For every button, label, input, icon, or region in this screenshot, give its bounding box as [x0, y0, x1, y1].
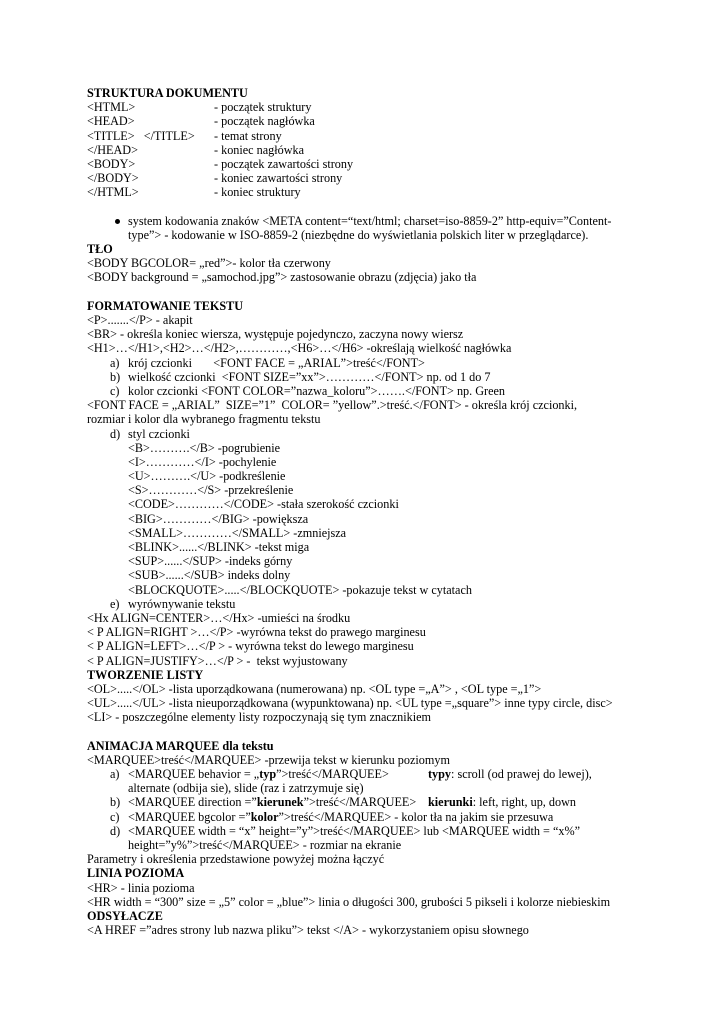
struktura-row: <HTML> - początek struktury [87, 100, 312, 115]
text-line: <LI> - poszczególne elementy listy rozpoczynają się tym znacznikiem [87, 710, 432, 725]
text-line: <HR> - linia pozioma [87, 880, 195, 895]
text-line: <BODY BGCOLOR= „red”>- kolor tła czerwony [87, 256, 331, 271]
struktura-row: <TITLE> </TITLE> - temat strony [87, 128, 282, 143]
struktura-row: <HEAD> - początek nagłówka [87, 114, 315, 129]
list-item-a: a) krój czcionki <FONT FACE = „ARIAL”>treść</FONT> [110, 355, 425, 370]
text-line: Parametry i określenia przedstawione powyżej można łączyć [87, 852, 385, 867]
document-page [87, 86, 647, 937]
text-line: rozmiar i kolor dla wybranego fragmentu tekstu [87, 412, 321, 427]
list-item-c: c) <MARQUEE bgcolor =”kolor”>treść</MARQUEE> - kolor tła na jakim sie przesuwa [110, 809, 554, 824]
style-item: <CODE>…………</CODE> -stała szerokość czcionki [128, 497, 399, 512]
struktura-row: <BODY> - początek zawartości strony [87, 156, 354, 171]
style-item: <S>…………</S> -przekreślenie [128, 483, 294, 498]
style-item: <SUP>......</SUP> -indeks górny [128, 554, 293, 569]
style-item: <SUB>......</SUB> indeks dolny [128, 568, 291, 583]
style-item: <BLINK>......</BLINK> -tekst miga [128, 540, 310, 554]
style-item: <B>……….</B> -pogrubienie [128, 440, 281, 455]
text-line: <BODY background = „samochod.jpg”> zastosowanie obrazu (zdjęcia) jako tła [87, 270, 477, 285]
bullet-item-encoding-cont: type”> - kodowanie w ISO-8859-2 (niezbędne do wyświetlania polskich liter w przeglądarce). [128, 227, 589, 242]
text-line: <P>.......</P> - akapit [87, 313, 193, 327]
text-line: <MARQUEE>treść</MARQUEE> -przewija tekst w kierunku poziomym [87, 752, 450, 767]
align-item: < P ALIGN=LEFT>…</P > - wyrówna tekst do lewego marginesu [87, 639, 414, 654]
text-line: <FONT FACE = „ARIAL” SIZE=”1” COLOR= ”yellow”.>treść.</FONT> - określa krój czcionki, [87, 398, 578, 413]
list-item-b: b) <MARQUEE direction =”kierunek”>treść</MARQUEE> kierunki: left, right, up, down [110, 795, 576, 810]
bullet-icon [115, 219, 120, 224]
list-item-a-cont: alternate (odbija sie), slide (raz i zatrzymuje się) [128, 781, 364, 796]
style-item: <SMALL>…………</SMALL> -zmniejsza [128, 525, 347, 540]
struktura-row: </HTML> - koniec struktury [87, 185, 301, 200]
heading-listy: TWORZENIE LISTY [87, 667, 204, 682]
text-line: <OL>.....</OL> -lista uporządkowana (numerowana) np. <OL type =„A”> , <OL type =„1”> [87, 681, 542, 696]
align-item: < P ALIGN=JUSTIFY>…</P > - tekst wyjustowany [87, 653, 348, 668]
heading-tlo: TŁO [87, 242, 113, 257]
text-line: <UL>.....</UL> -lista nieuporządkowana (wypunktowana) np. <UL type =„square”> inne typy circle, disc> [87, 696, 613, 711]
list-item-d: d) styl czcionki [110, 426, 190, 441]
style-item: <I>…………</I> -pochylenie [128, 454, 277, 469]
style-item: <BLOCKQUOTE>.....</BLOCKQUOTE> -pokazuje tekst w cytatach [128, 582, 472, 597]
heading-struktura: STRUKTURA DOKUMENTU [87, 86, 248, 100]
heading-formatowanie: FORMATOWANIE TEKSTU [87, 298, 244, 313]
list-item-b: b) wielkość czcionki <FONT SIZE=”xx”>…………</FONT> np. od 1 do 7 [110, 369, 491, 384]
struktura-row: </HEAD> - koniec nagłówka [87, 142, 305, 157]
struktura-row: </BODY> - koniec zawartości strony [87, 171, 343, 186]
bullet-item-encoding: system kodowania znaków <META content=“text/html; charset=iso-8859-2” http-equiv=”Content- [87, 214, 647, 228]
text-line: <BR> - określa koniec wiersza, występuje pojedynczo, zaczyna nowy wiersz [87, 327, 464, 342]
list-item-d: d) <MARQUEE width = “x” height=”y”>treść</MARQUEE> lub <MARQUEE width = “x%” [110, 823, 581, 838]
heading-marquee: ANIMACJA MARQUEE dla tekstu [87, 738, 274, 753]
text-line: <A HREF =”adres strony lub nazwa pliku”> tekst </A> - wykorzystaniem opisu słownego [87, 923, 529, 938]
text-line: <HR width = “300” size = „5” color = „blue”> linia o długości 300, grubości 5 pikseli i kolorze niebieskim [87, 894, 611, 909]
list-item-a: a) <MARQUEE behavior = „typ”>treść</MARQUEE> typy: scroll (od prawej do lewej), [110, 767, 592, 781]
heading-linia: LINIA POZIOMA [87, 866, 185, 881]
list-item-c: c) kolor czcionki <FONT COLOR=”nazwa_koloru”>…….</FONT> np. Green [110, 383, 506, 398]
list-item-d-cont: height=”y%”>treść</MARQUEE> - rozmiar na ekranie [128, 837, 402, 852]
style-item: <U>……….</U> -podkreślenie [128, 469, 286, 484]
align-item: <Hx ALIGN=CENTER>…</Hx> -umieści na środku [87, 610, 351, 625]
align-item: < P ALIGN=RIGHT >…</P> -wyrówna tekst do prawego marginesu [87, 625, 426, 640]
style-item: <BIG>…………</BIG> -powiększa [128, 511, 309, 526]
text-line: <H1>…</H1>,<H2>…</H2>,…………,<H6>…</H6> -określają wielkość nagłówka [87, 341, 512, 356]
heading-odsylacze: ODSYŁACZE [87, 908, 163, 923]
list-item-e: e) wyrównywanie tekstu [110, 596, 236, 611]
